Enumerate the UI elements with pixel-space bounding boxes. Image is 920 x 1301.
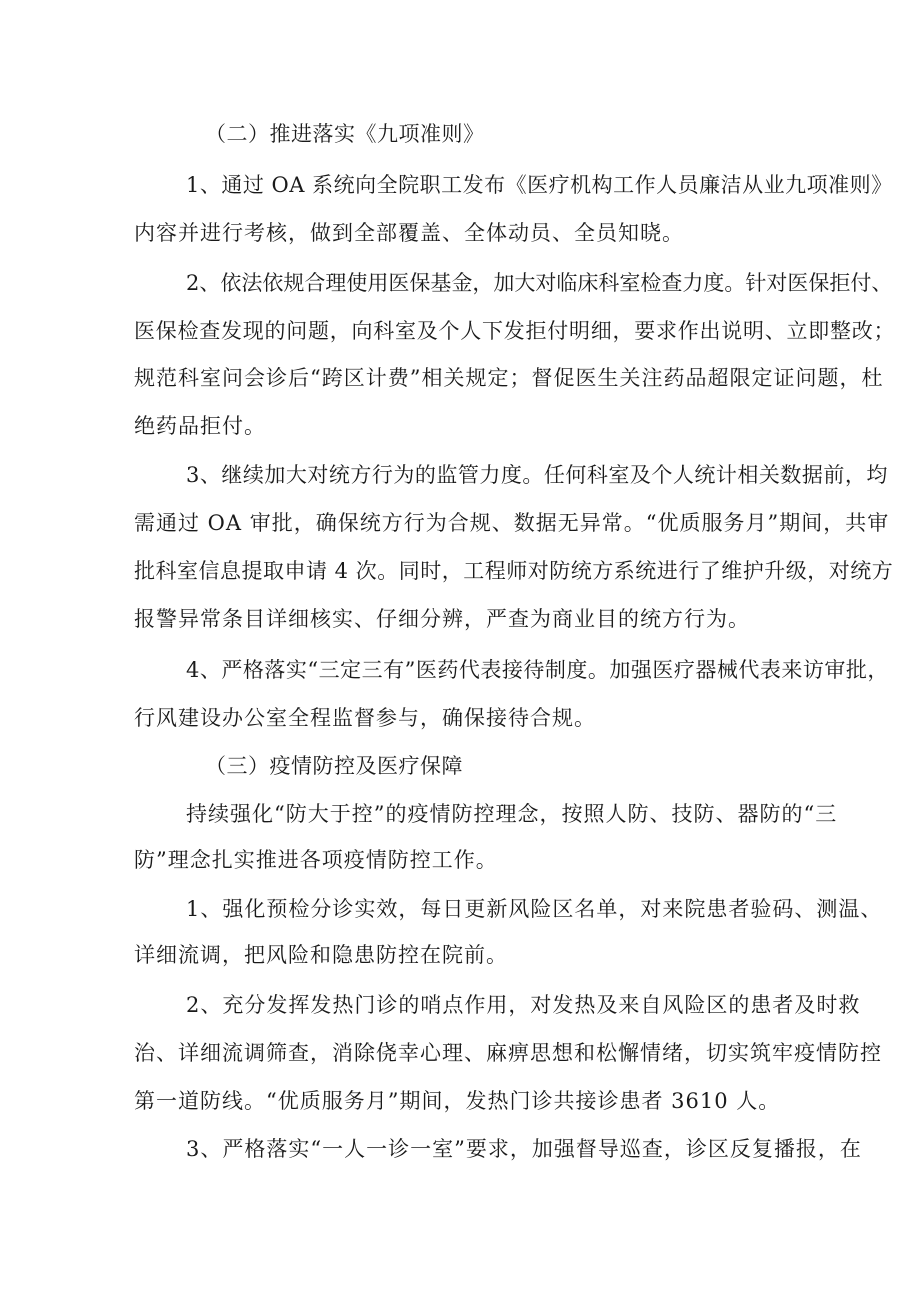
paragraph-line: 2、充分发挥发热门诊的哨点作用，对发热及来自风险区的患者及时救	[186, 993, 861, 1017]
paragraph-line: 1、通过 OA 系统向全院职工发布《医疗机构工作人员廉洁从业九项准则》	[186, 173, 893, 197]
paragraph-line: 治、详细流调筛查，消除侥幸心理、麻痹思想和松懈情绪，切实筑牢疫情防控	[134, 1041, 882, 1065]
paragraph-line: 持续强化“防大于控”的疫情防控理念，按照人防、技防、器防的“三	[186, 802, 838, 826]
paragraph-line: 内容并进行考核，做到全部覆盖、全体动员、全员知晓。	[134, 221, 684, 245]
paragraph-line: 行风建设办公室全程监督参与，确保接待合规。	[134, 706, 596, 730]
paragraph-line: 规范科室问会诊后“跨区计费”相关规定；督促医生关注药品超限定证问题，杜	[134, 366, 884, 390]
paragraph-line: 3、继续加大对统方行为的监管力度。任何科室及个人统计相关数据前，均	[186, 463, 888, 487]
paragraph-line: 报警异常条目详细核实、仔细分辨，严查为商业目的统方行为。	[134, 607, 750, 631]
paragraph-line: 1、强化预检分诊实效，每日更新风险区名单，对来院患者验码、测温、	[186, 897, 883, 921]
paragraph-line: 需通过 OA 审批，确保统方行为合规、数据无异常。“优质服务月”期间，共审	[134, 511, 890, 535]
paragraph-line: 3、严格落实“一人一诊一室”要求，加强督导巡查，诊区反复播报，在	[186, 1137, 862, 1161]
section-heading-3: （三）疫情防控及医疗保障	[205, 754, 463, 778]
paragraph-line: 绝药品拒付。	[134, 414, 266, 438]
paragraph-line: 详细流调，把风险和隐患防控在院前。	[134, 943, 508, 967]
paragraph-line: 第一道防线。“优质服务月”期间，发热门诊共接诊患者 3610 人。	[134, 1089, 781, 1113]
paragraph-line: 防”理念扎实推进各项疫情防控工作。	[134, 848, 498, 872]
section-heading-2: （二）推进落实《九项准则》	[205, 122, 485, 146]
paragraph-line: 2、依法依规合理使用医保基金，加大对临床科室检查力度。针对医保拒付、	[186, 271, 893, 295]
paragraph-line: 批科室信息提取申请 4 次。同时，工程师对防统方系统进行了维护升级，对统方	[134, 559, 894, 583]
paragraph-line: 4、严格落实“三定三有”医药代表接待制度。加强医疗器械代表来访审批，	[186, 658, 889, 682]
paragraph-line: 医保检查发现的问题，向科室及个人下发拒付明细，要求作出说明、立即整改；	[134, 319, 896, 343]
